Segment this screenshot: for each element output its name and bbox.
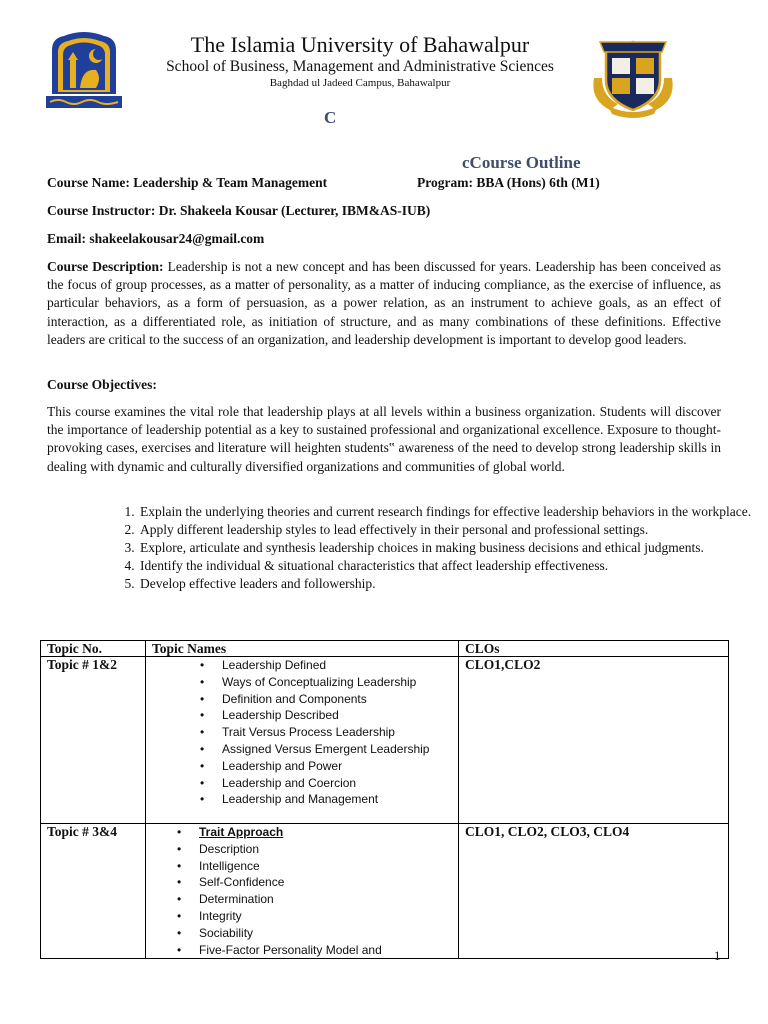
header-clos: CLOs xyxy=(459,641,729,657)
list-item: • Leadership and Coercion xyxy=(222,775,452,792)
topic-no-cell xyxy=(41,657,146,824)
topic-number: Topic # 3&4 xyxy=(47,824,118,839)
table-row xyxy=(41,657,729,824)
list-item: • Leadership Defined xyxy=(222,657,452,674)
course-instructor: Course Instructor: Dr. Shakeela Kousar (Lecturer, IBM&AS-IUB) xyxy=(47,203,431,218)
topic-no-cell xyxy=(41,824,146,959)
course-outline-title: cCourse Outline xyxy=(462,153,581,172)
list-item-heading xyxy=(199,824,452,841)
table-header-row xyxy=(41,641,729,657)
description-text: Leadership is not a new concept and has been discussed for years. Leadership has been conceived as the focus of group processes, as a matter of personality, as a matter of inducing compliance, as the exercise of influence, as particular behaviors, as a form of persuasion, as a power relation, as an instrument to achieve goals, as an effect of interaction, as a differentiated role, as initiation of structure, and as many combinations of these definitions. Effective leaders are critical to the success of an organization, and leadership development is important to develop good leaders. xyxy=(47,259,721,347)
description-heading: Course Description: xyxy=(47,259,164,274)
header-topic-no: Topic No. xyxy=(41,641,146,657)
header-topic-names: Topic Names xyxy=(146,641,459,657)
list-item: • Self-Confidence xyxy=(199,874,452,891)
clos-cell xyxy=(459,657,729,824)
program-name: Program: BBA (Hons) 6th (M1) xyxy=(417,175,600,190)
objective-item: 3. Explore, articulate and synthesis leadership choices in making business decisions and ethical judgments. xyxy=(138,540,768,557)
list-item: • Definition and Components xyxy=(222,691,452,708)
list-item: • Ways of Conceptualizing Leadership xyxy=(222,674,452,691)
list-item: • Leadership and Power xyxy=(222,758,452,775)
list-item: • Intelligence xyxy=(199,858,452,875)
list-item: • Trait Versus Process Leadership xyxy=(222,724,452,741)
topic-list xyxy=(152,824,452,958)
topic-names-cell xyxy=(146,657,459,824)
topic-number: Topic # 1&2 xyxy=(47,657,118,672)
topic-names-cell xyxy=(146,824,459,959)
objective-item: 2. Apply different leadership styles to lead effectively in their personal and professional settings. xyxy=(138,522,768,539)
list-item: • Description xyxy=(199,841,452,858)
clo-list: CLO1, CLO2, CLO3, CLO4 xyxy=(465,824,630,839)
list-item: • Assigned Versus Emergent Leadership xyxy=(222,741,452,758)
table-row xyxy=(41,824,729,959)
list-item: • Integrity xyxy=(199,908,452,925)
topic-heading: Trait Approach xyxy=(199,825,284,839)
university-name: The Islamia University of Bahawalpur xyxy=(190,32,530,57)
topic-list xyxy=(152,657,452,808)
course-name: Course Name: Leadership & Team Management xyxy=(47,175,328,190)
list-item: • Determination xyxy=(199,891,452,908)
school-crest-logo xyxy=(588,30,678,118)
stray-heading-letter: C xyxy=(324,108,337,127)
objective-item: 1. Explain the underlying theories and current research findings for effective leadership behaviors in the workplace. xyxy=(138,504,768,521)
instructor-email: Email: shakeelakousar24@gmail.com xyxy=(47,231,265,246)
objective-item: 5. Develop effective leaders and followership. xyxy=(138,576,768,593)
objectives-heading: Course Objectives: xyxy=(47,377,157,392)
objectives-list xyxy=(88,504,768,594)
objective-item: 4. Identify the individual & situational characteristics that affect leadership effectiveness. xyxy=(138,558,768,575)
objectives-intro: This course examines the vital role that leadership plays at all levels within a business organization. Students will discover the importance of leadership potential as a key to sustained professional and organizational excellence. Exposure to thought-provoking cases, exercises and literature will heighten students‟ awareness of the need to develop strong leadership skills in dealing with dynamic and culturally diversified organizations and communities of global world. xyxy=(47,404,721,474)
page-number: 1 xyxy=(714,948,721,963)
school-name: School of Business, Management and Administrative Sciences xyxy=(166,58,554,75)
list-item: • Leadership and Management xyxy=(222,791,452,808)
list-item: • Five-Factor Personality Model and xyxy=(199,942,452,959)
course-description xyxy=(47,258,721,349)
clos-cell xyxy=(459,824,729,959)
campus-name: Baghdad ul Jadeed Campus, Bahawalpur xyxy=(269,77,451,89)
islamia-university-logo xyxy=(44,30,124,112)
topics-table xyxy=(40,640,729,959)
list-item: • Sociability xyxy=(199,925,452,942)
list-item: • Leadership Described xyxy=(222,707,452,724)
clo-list: CLO1,CLO2 xyxy=(465,657,541,672)
